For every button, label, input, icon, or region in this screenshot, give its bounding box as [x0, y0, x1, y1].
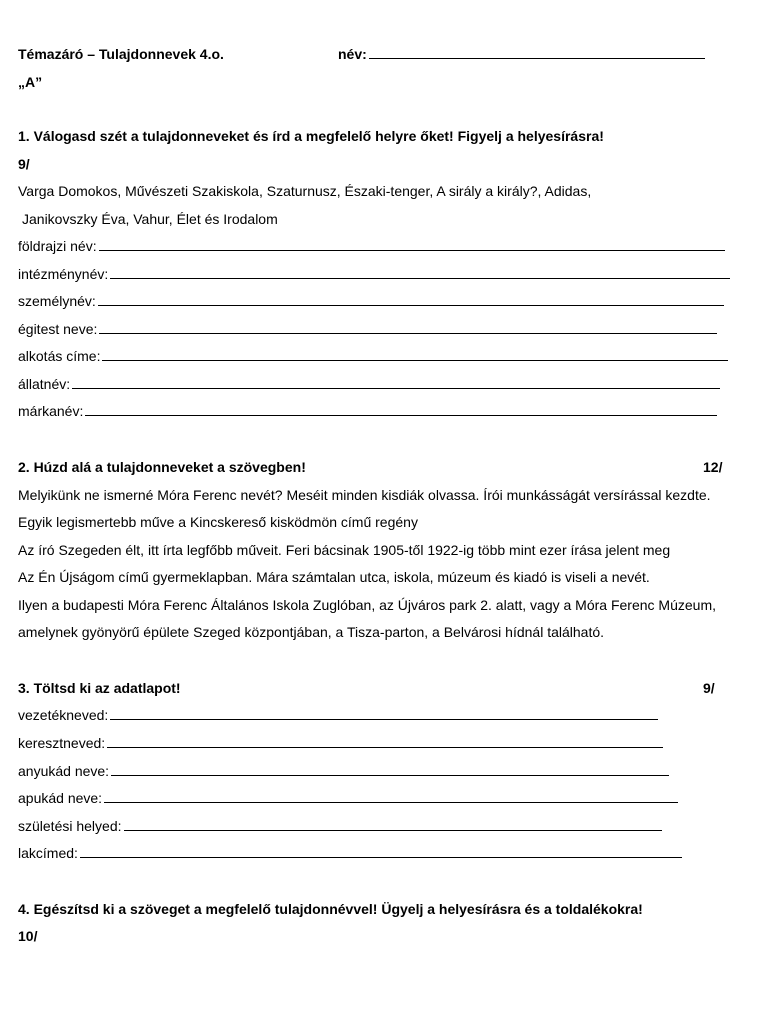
- field-address[interactable]: [18, 844, 682, 862]
- field-label: alkotás címe:: [18, 348, 101, 364]
- answer-blank[interactable]: [72, 387, 720, 389]
- field-geographic-name[interactable]: [18, 237, 725, 255]
- answer-blank[interactable]: [111, 774, 669, 776]
- task4-points: 10/: [18, 928, 38, 944]
- field-label: földrajzi név:: [18, 238, 97, 254]
- field-label: égitest neve:: [18, 321, 98, 337]
- field-label: anyukád neve:: [18, 763, 110, 779]
- field-label: lakcímed:: [18, 845, 78, 861]
- task1-words-line2: Janikovszky Éva, Vahur, Élet és Irodalom: [22, 211, 278, 227]
- task2-text-line: Az Én Újságom című gyermeklapban. Mára számtalan utca, iskola, múzeum és kiadó is viseli a nevét.: [18, 569, 650, 585]
- field-label: állatnév:: [18, 376, 71, 392]
- answer-blank[interactable]: [102, 359, 728, 361]
- field-label: márkanév:: [18, 403, 84, 419]
- task1-instruction: 1. Válogasd szét a tulajdonneveket és írd a megfelelő helyre őket! Figyelj a helyesírásra!: [18, 128, 604, 144]
- task2-points: 12/: [703, 459, 723, 475]
- name-blank[interactable]: [369, 57, 705, 59]
- name-field[interactable]: [338, 45, 705, 63]
- field-person-name[interactable]: [18, 292, 724, 310]
- answer-blank[interactable]: [80, 856, 682, 858]
- field-animal-name[interactable]: [18, 375, 720, 393]
- field-label: intézménynév:: [18, 266, 109, 282]
- field-work-title[interactable]: [18, 347, 728, 365]
- answer-blank[interactable]: [124, 829, 662, 831]
- answer-blank[interactable]: [104, 801, 678, 803]
- field-brand-name[interactable]: [18, 402, 717, 420]
- task2-text-line: Melyikünk ne ismerné Móra Ferenc nevét? Meséit minden kisdiák olvassa. Írói munkásságát versírással kezdte.: [18, 487, 711, 503]
- task2-instruction: 2. Húzd alá a tulajdonneveket a szövegben!: [18, 459, 306, 475]
- task3-points: 9/: [703, 680, 715, 696]
- field-label: vezetékneved:: [18, 707, 109, 723]
- field-first-name[interactable]: [18, 734, 663, 752]
- field-mother-name[interactable]: [18, 762, 669, 780]
- field-label: apukád neve:: [18, 790, 103, 806]
- field-celestial-body[interactable]: [18, 320, 717, 338]
- answer-blank[interactable]: [110, 277, 730, 279]
- field-label: születési helyed:: [18, 818, 122, 834]
- answer-blank[interactable]: [98, 304, 724, 306]
- task2-text-line: Az író Szegeden élt, itt írta legfőbb műveit. Feri bácsinak 1905-től 1922-ig több mint ezer írása jelent meg: [18, 542, 671, 558]
- task2-text-line: Egyik legismertebb műve a Kincskereső kisködmön című regény: [18, 514, 418, 530]
- field-label: keresztneved:: [18, 735, 106, 751]
- task2-text-line: amelynek gyönyörű épülete Szeged központjában, a Tisza-parton, a Belvárosi hídnál található.: [18, 624, 605, 640]
- task3-instruction: 3. Töltsd ki az adatlapot!: [18, 680, 181, 696]
- answer-blank[interactable]: [99, 332, 717, 334]
- task1-points: 9/: [18, 156, 30, 172]
- group-label: „A”: [18, 74, 43, 90]
- field-father-name[interactable]: [18, 789, 678, 807]
- task4-instruction: 4. Egészítsd ki a szöveget a megfelelő tulajdonnévvel! Ügyelj a helyesírásra és a toldalékokra!: [18, 901, 643, 917]
- worksheet-title: Témazáró – Tulajdonnevek 4.o.: [18, 46, 224, 62]
- field-label: személynév:: [18, 293, 96, 309]
- field-surname[interactable]: [18, 706, 658, 724]
- answer-blank[interactable]: [110, 718, 658, 720]
- task2-text-line: Ilyen a budapesti Móra Ferenc Általános Iskola Zuglóban, az Újváros park 2. alatt, vagy a Móra Ferenc Múzeum,: [18, 597, 717, 613]
- answer-blank[interactable]: [107, 746, 663, 748]
- field-birthplace[interactable]: [18, 817, 662, 835]
- task1-words-line1: Varga Domokos, Művészeti Szakiskola, Szaturnusz, Északi-tenger, A sirály a király?, Adidas,: [18, 183, 592, 199]
- answer-blank[interactable]: [85, 414, 717, 416]
- answer-blank[interactable]: [99, 249, 725, 251]
- field-institution-name[interactable]: [18, 265, 730, 283]
- name-label: név:: [338, 46, 367, 62]
